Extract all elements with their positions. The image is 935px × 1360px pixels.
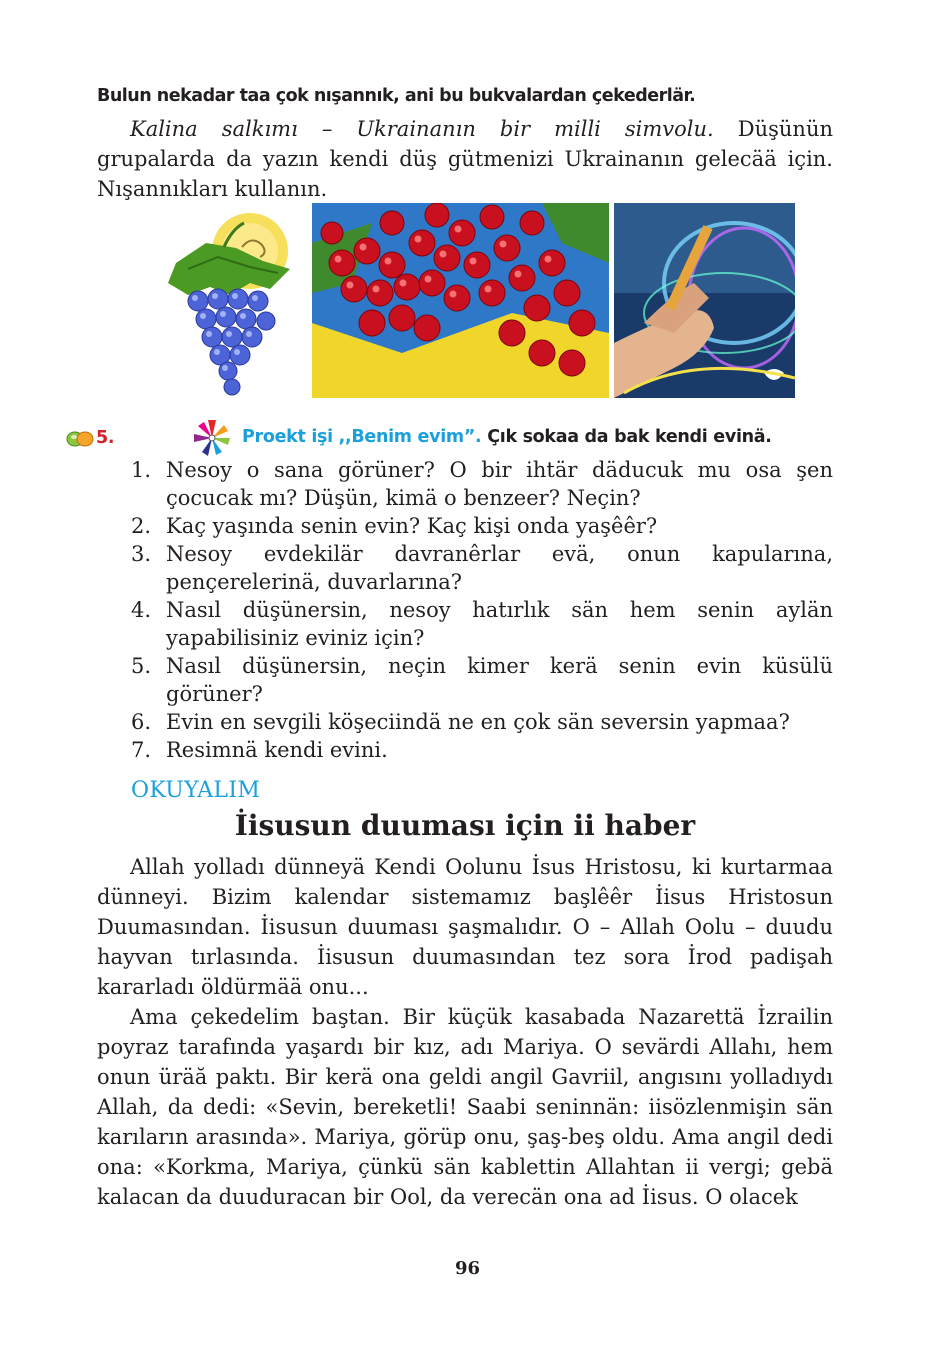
- list-item: [97, 736, 833, 764]
- paragraph-text: Ama çekedelim baştan. Bir küçük kasabada Nazarettä İzrailin poyraz tarafında yaşardı bir kız, adı Mariya. O sevärdi Allahı, hem onun üräă paktı. Bir kerä ona geldi angil Gavriil, angısını yolladıydı Allah, da dedi: «Sevin, bereketli! Saabi seninnän: iisözlenmişin sän karıların arasında». Mariya, görüp onu, şaş-beş oldu. Ama angil dedi ona: «Korkma, Mariya, çünkü sän kablettin Allahtan ii vergi; gebä kalacan da duuduracan bir Ool, da verecän ona ad İisus. O olacek: [97, 1005, 833, 1209]
- intro-paragraph: [97, 114, 833, 204]
- question-list: [97, 456, 833, 764]
- grapes-picture: [158, 203, 306, 398]
- list-item: [97, 708, 833, 736]
- task-instruction: Çık sokaa da bak kendi evinä.: [481, 427, 772, 447]
- list-item: [97, 512, 833, 540]
- item-number: 5.: [131, 654, 152, 678]
- item-text: Nesoy o sana görüner? O bir ihtär däducuk mu osa şen çocucak mı? Düşün, kimä o benzeer? Neçin?: [166, 458, 833, 510]
- item-text: Evin en sevgili köşeciindä ne en çok sän seversin yapmaa?: [166, 710, 790, 734]
- item-number: 7.: [131, 738, 152, 762]
- item-number: 4.: [131, 598, 152, 622]
- instruction-text: Bulun nekadar taa çok nışannık, ani bu bukvalardan çekederlär.: [97, 86, 696, 106]
- item-number: 2.: [131, 514, 152, 538]
- paragraph-text: Allah yolladı dünneyä Kendi Oolunu İsus Hristosu, ki kurtarmaa dünneyi. Bizim kalendar sistemamız başlêêr İisus Hristosun Duumasından. İisusun duuması şaşmalıdır. O – Allah Oolu – duudu hayvan tırlasında. İisusun duumasından tez sora İrod padişah kararladı öldürmää onu...: [97, 855, 833, 999]
- viburnum-berries-picture: [312, 203, 609, 398]
- list-item: [97, 652, 833, 708]
- hand-drawing-light-picture: [614, 203, 795, 398]
- item-number: 6.: [131, 710, 152, 734]
- list-item: [97, 540, 833, 596]
- task-heading: [66, 420, 856, 454]
- page-number: 96: [454, 1258, 481, 1279]
- story-paragraph: [97, 1002, 833, 1212]
- item-number: 3.: [131, 542, 152, 566]
- item-number: 1.: [131, 458, 152, 482]
- story-title: İisusun duuması için ii haber: [234, 809, 696, 842]
- intro-italic: Kalina salkımı – Ukrainanın bir milli simvolu.: [130, 117, 714, 141]
- list-item: [97, 596, 833, 652]
- item-text: Resimnä kendi evini.: [166, 738, 388, 762]
- item-text: Nasıl düşünersin, neçin kimer kerä senin evin küsülü görüner?: [166, 654, 833, 706]
- task-marker-icon: [66, 431, 94, 452]
- project-label: Proekt işi ,,Benim evim”.: [242, 427, 482, 447]
- item-text: Kaç yaşında senin evin? Kaç kişi onda yaşêêr?: [166, 514, 658, 538]
- item-text: Nasıl düşünersin, nesoy hatırlık sän hem senin aylän yapabilisiniz eviniz için?: [166, 598, 833, 650]
- intro-text: Düşünün grupalarda da yazın kendi düş gütmenizi Ukrainanın gelecää için. Nışannıkları kullanın.: [97, 117, 833, 201]
- task-number: 5.: [96, 428, 115, 448]
- section-label: OKUYALIM: [131, 778, 261, 803]
- story-paragraph: [97, 852, 833, 1002]
- list-item: [97, 456, 833, 512]
- item-text: Nesoy evdekilär davranêrlar evä, onun kapularına, pençerelerinä, duvarlarına?: [166, 542, 833, 594]
